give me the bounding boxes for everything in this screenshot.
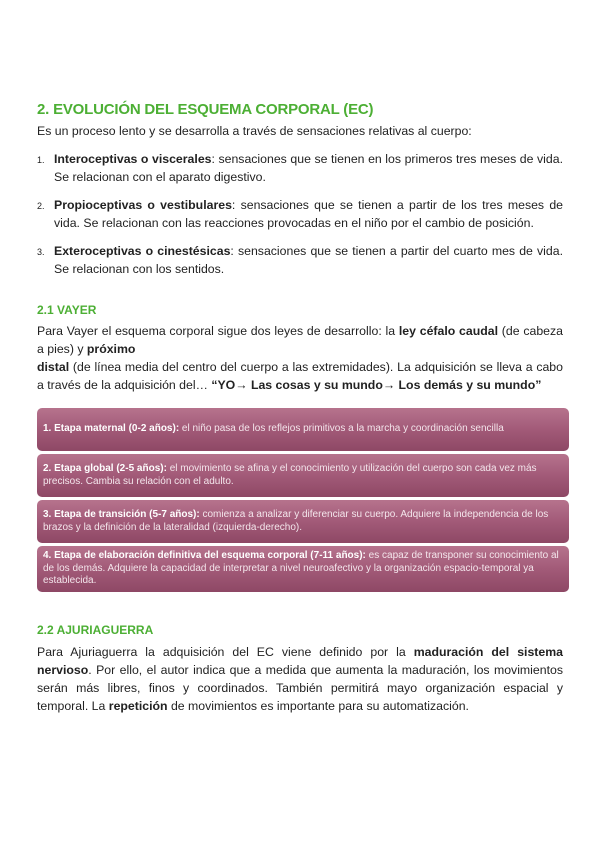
stage-list bbox=[37, 408, 569, 592]
vayer-title: 2.1 VAYER bbox=[37, 303, 97, 317]
list-item: 1. Interoceptivas o viscerales: sensaciones que se tienen en los primeros tres meses de vida. Se relacionan con el aparato digestivo. bbox=[37, 152, 563, 184]
ajuriaguerra-title: 2.2 AJURIAGUERRA bbox=[37, 623, 154, 637]
page-content bbox=[37, 100, 563, 715]
vayer-paragraph-2: distal (de línea media del centro del cuerpo a las extremidades). La adquisición se lleva a cabo a través de la adquisición del… “YO→ Las cosas y su mundo→ Los demás y su mundo” bbox=[37, 360, 563, 392]
section-title: 2. EVOLUCIÓN DEL ESQUEMA CORPORAL (EC) bbox=[37, 101, 374, 118]
ajuriaguerra-paragraph: Para Ajuriaguerra la adquisición del EC viene definido por la maduración del sistema nervioso. Por ello, el autor indica que a medida que aumenta la maduración, los movimientos serán más libres, finos y coordinados. También permitirá mayo organización espacial y temporal. La repetición de movimientos es importante para su automatización. bbox=[37, 645, 563, 713]
stage-box: 1. Etapa maternal (0-2 años): el niño pasa de los reflejos primitivos a la marcha y coordinación sencilla bbox=[37, 408, 569, 451]
list-item: 2. Propioceptivas o vestibulares: sensaciones que se tienen a partir de los tres meses de vida. Se relacionan con las reacciones provocadas en el niño por el cambio de posición. bbox=[37, 198, 563, 230]
vayer-paragraph-1: Para Vayer el esquema corporal sigue dos leyes de desarrollo: la ley céfalo caudal (de cabeza a pies) y próximo bbox=[37, 324, 563, 356]
stage-box: 2. Etapa global (2-5 años): el movimiento se afina y el conocimiento y utilización del cuerpo son cada vez más precisos. Cambia su relación con el adulto. bbox=[37, 454, 569, 497]
section-intro: Es un proceso lento y se desarrolla a través de sensaciones relativas al cuerpo: bbox=[37, 124, 472, 138]
list-item: 3. Exteroceptivas o cinestésicas: sensaciones que se tienen a partir del cuarto mes de vida. Se relacionan con los sentidos. bbox=[37, 244, 563, 276]
stage-box: 3. Etapa de transición (5-7 años): comienza a analizar y diferenciar su cuerpo. Adquiere la independencia de los brazos y la definición de la lateralidad (izquierda-derecho). bbox=[37, 500, 569, 543]
stage-box: 4. Etapa de elaboración definitiva del esquema corporal (7-11 años): es capaz de transponer su conocimiento al de los demás. Adquiere la capacidad de interpretar a nivel neuroafectivo y la organización espacio-temporal ya establecida. bbox=[37, 546, 569, 592]
sensation-list bbox=[37, 150, 563, 278]
